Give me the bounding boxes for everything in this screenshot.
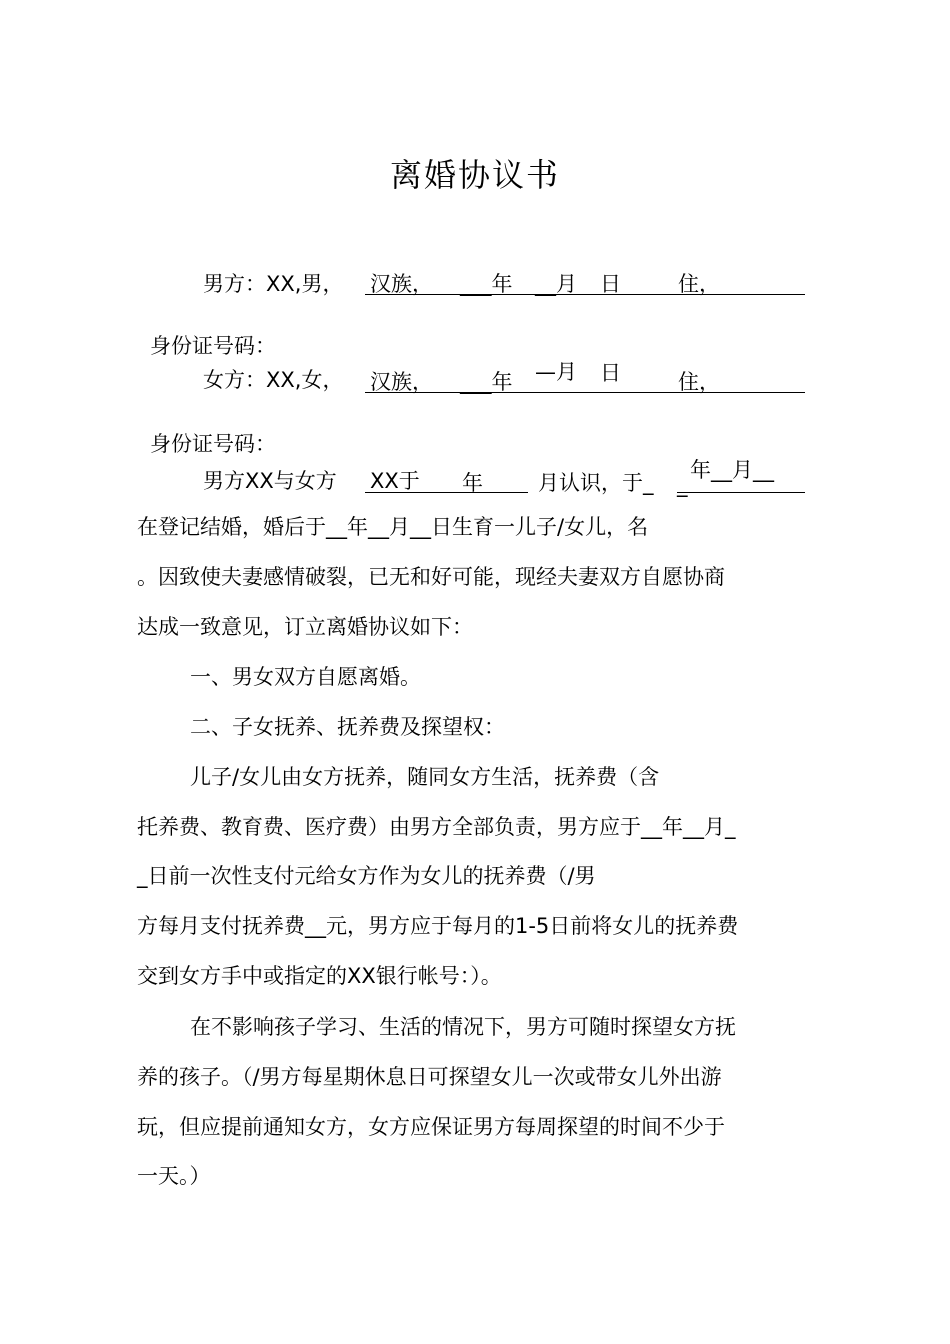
custody-line: 方每月支付抚养费__元，男方应于每月的1-5日前将女儿的抚养费 [137, 914, 739, 938]
custody-line: _日前一次性支付元给女方作为女儿的抚养费（/男 [137, 864, 596, 888]
male-birth-year: ___年 [460, 272, 513, 296]
custody-line: 托养费、教育费、医疗费）由男方全部负责，男方应于__年__月_ [137, 815, 736, 839]
clause-1: 一、男女双方自愿离婚。 [190, 665, 421, 689]
meeting-underline-right [677, 492, 805, 493]
male-line-underline [365, 294, 805, 295]
male-birth-month: __月 [535, 272, 577, 296]
female-birth-day: 日 [600, 361, 621, 385]
visitation-line: 养的孩子。（/男方每星期休息日可探望女儿一次或带女儿外出游 [137, 1065, 722, 1089]
female-birth-month: —月 [535, 360, 577, 384]
female-line-underline [365, 392, 805, 393]
meeting-dash: _ [677, 473, 688, 497]
meeting-year: 年 [462, 471, 483, 495]
clause-2: 二、子女抚养、抚养费及探望权： [190, 715, 505, 739]
female-id-label: 身份证号码： [150, 432, 276, 456]
meeting-year-month: 年__月__ [690, 458, 774, 482]
custody-line: 交到女方手中或指定的XX银行帐号：）。 [137, 964, 502, 988]
female-birth-year: ___年 [460, 370, 513, 394]
paragraph-line: 。因致使夫妻感情破裂，已无和好可能，现经夫妻双方自愿协商 [137, 565, 725, 589]
female-party-label: 女方：XX,女， [203, 368, 344, 392]
male-party-label: 男方：XX,男， [203, 272, 344, 296]
male-residence: 住， [678, 272, 720, 296]
visitation-line: 玩，但应提前通知女方，女方应保证男方每周探望的时间不少于 [137, 1115, 725, 1139]
meeting-xx-at: XX于 [370, 469, 420, 493]
paragraph-line: 达成一致意见，订立离婚协议如下： [137, 615, 473, 639]
meeting-prefix: 男方XX与女方 [203, 469, 337, 493]
paragraph-line: 在登记结婚，婚后于__年__月__日生育一儿子/女儿，名 [137, 515, 649, 539]
custody-line: 儿子/女儿由女方抚养，随同女方生活，抚养费（含 [190, 765, 660, 789]
meeting-met-text: 月认识，于_ [538, 471, 654, 495]
female-residence: 住， [678, 370, 720, 394]
visitation-line: 在不影响孩子学习、生活的情况下，男方可随时探望女方抚 [190, 1015, 736, 1039]
meeting-underline-left [365, 492, 528, 493]
male-birth-day: 日 [600, 272, 621, 296]
male-ethnicity: 汉族， [370, 272, 433, 296]
female-ethnicity: 汉族， [370, 370, 433, 394]
male-id-label: 身份证号码： [150, 334, 276, 358]
document-title: 离婚协议书 [389, 156, 560, 194]
visitation-line: 一天。） [137, 1164, 211, 1188]
